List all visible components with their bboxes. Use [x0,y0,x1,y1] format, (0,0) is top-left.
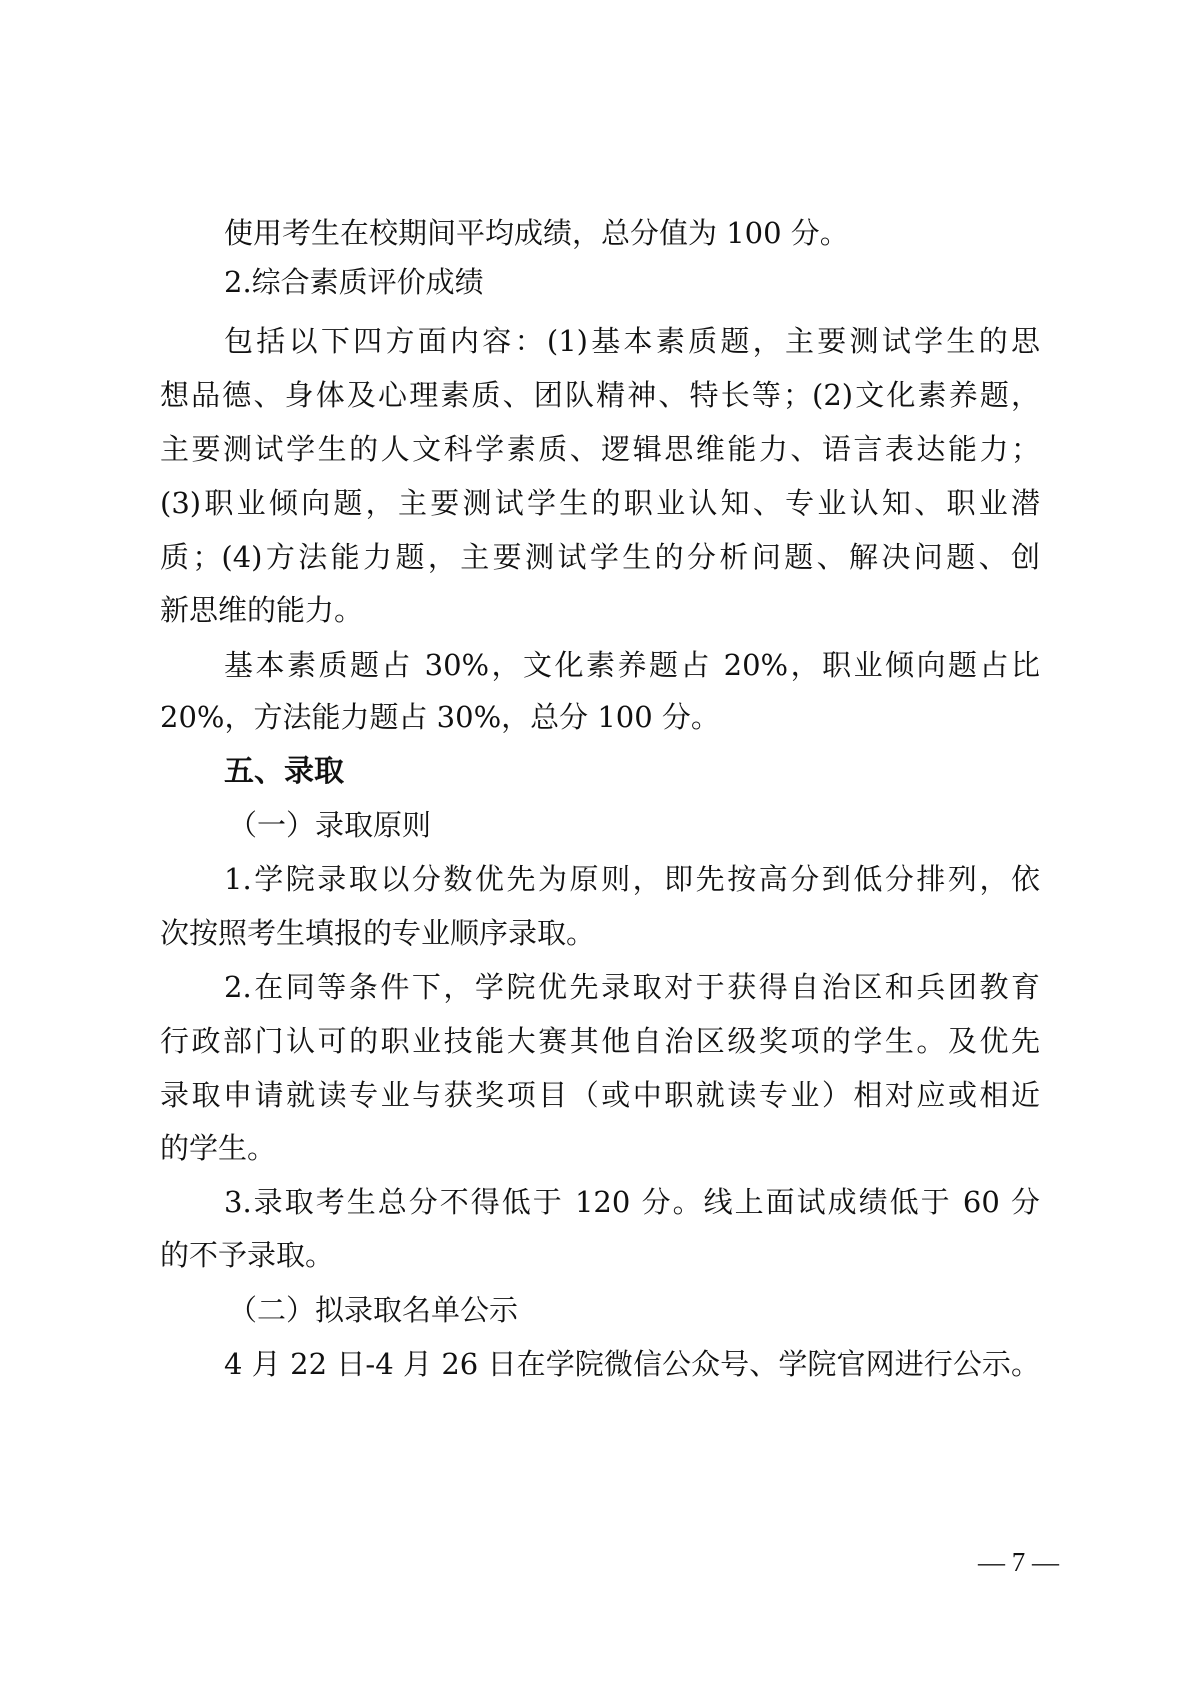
text-line: 次按照考生填报的专业顺序录取。 [160,916,596,950]
heading-text: （一）录取原则 [228,808,432,842]
text-line: 质；(4)方法能力题，主要测试学生的分析问题、解决问题、创 [160,540,1040,574]
text-line: 使用考生在校期间平均成绩，总分值为 100 分。 [224,216,849,250]
subsection-heading-publicity [228,1290,1108,1330]
text-line: 包括以下四方面内容：(1)基本素质题，主要测试学生的思 [224,324,1040,358]
paragraph-four-aspects-line-3 [160,429,1040,469]
paragraph-four-aspects-line-1 [224,321,1040,361]
section-heading-admission [224,752,1040,792]
paragraph-four-aspects-line-4 [160,483,1040,523]
text-line: 基本素质题占 30%，文化素养题占 20%，职业倾向题占比 [224,648,1040,682]
paragraph-rule-2-line-1 [224,967,1040,1007]
paragraph-rule-3-line-1 [224,1182,1040,1222]
text-line: 3.录取考生总分不得低于 120 分。线上面试成绩低于 60 分 [224,1185,1040,1219]
text-line: 新思维的能力。 [160,593,364,627]
text-line: 想品德、身体及心理素质、团队精神、特长等；(2)文化素养题， [160,378,1040,412]
text-line: (3)职业倾向题，主要测试学生的职业认知、专业认知、职业潜 [160,486,1040,520]
paragraph-publicity-dates [224,1344,1040,1384]
paragraph-rule-1-line-1 [224,859,1040,899]
paragraph-weights-line-1 [224,645,1040,685]
paragraph-scoring-average [224,213,1040,253]
paragraph-rule-2-line-2 [160,1021,1040,1061]
text-line: 主要测试学生的人文科学素质、逻辑思维能力、语言表达能力； [160,432,1040,466]
text-line: 4 月 22 日-4 月 26 日在学院微信公众号、学院官网进行公示。 [224,1347,1040,1381]
text-line: 行政部门认可的职业技能大赛其他自治区级奖项的学生。及优先 [160,1024,1040,1058]
page-number: — 7 — [978,1547,1059,1577]
text-line: 2.在同等条件下，学院优先录取对于获得自治区和兵团教育 [224,970,1040,1004]
subsection-heading-admission-principles [228,805,1108,845]
paragraph-weights-line-2 [160,697,1040,737]
text-line: 的不予录取。 [160,1238,335,1272]
paragraph-rule-2-line-4 [160,1128,1040,1168]
paragraph-rule-2-line-3 [160,1075,1040,1115]
heading-comprehensive-evaluation [224,262,1040,302]
paragraph-rule-1-line-2 [160,913,1040,953]
paragraph-rule-3-line-2 [160,1235,1040,1275]
text-line: 录取申请就读专业与获奖项目（或中职就读专业）相对应或相近 [160,1078,1040,1112]
heading-text: （二）拟录取名单公示 [228,1293,519,1327]
text-line: 2.综合素质评价成绩 [224,265,484,299]
text-line: 的学生。 [160,1131,277,1165]
text-line: 1.学院录取以分数优先为原则，即先按高分到低分排列，依 [224,862,1040,896]
paragraph-four-aspects-line-6 [160,590,1040,630]
text-line: 20%，方法能力题占 30%，总分 100 分。 [160,700,720,734]
paragraph-four-aspects-line-5 [160,537,1040,577]
paragraph-four-aspects-line-2 [160,375,1040,415]
heading-text: 五、录取 [224,754,344,789]
